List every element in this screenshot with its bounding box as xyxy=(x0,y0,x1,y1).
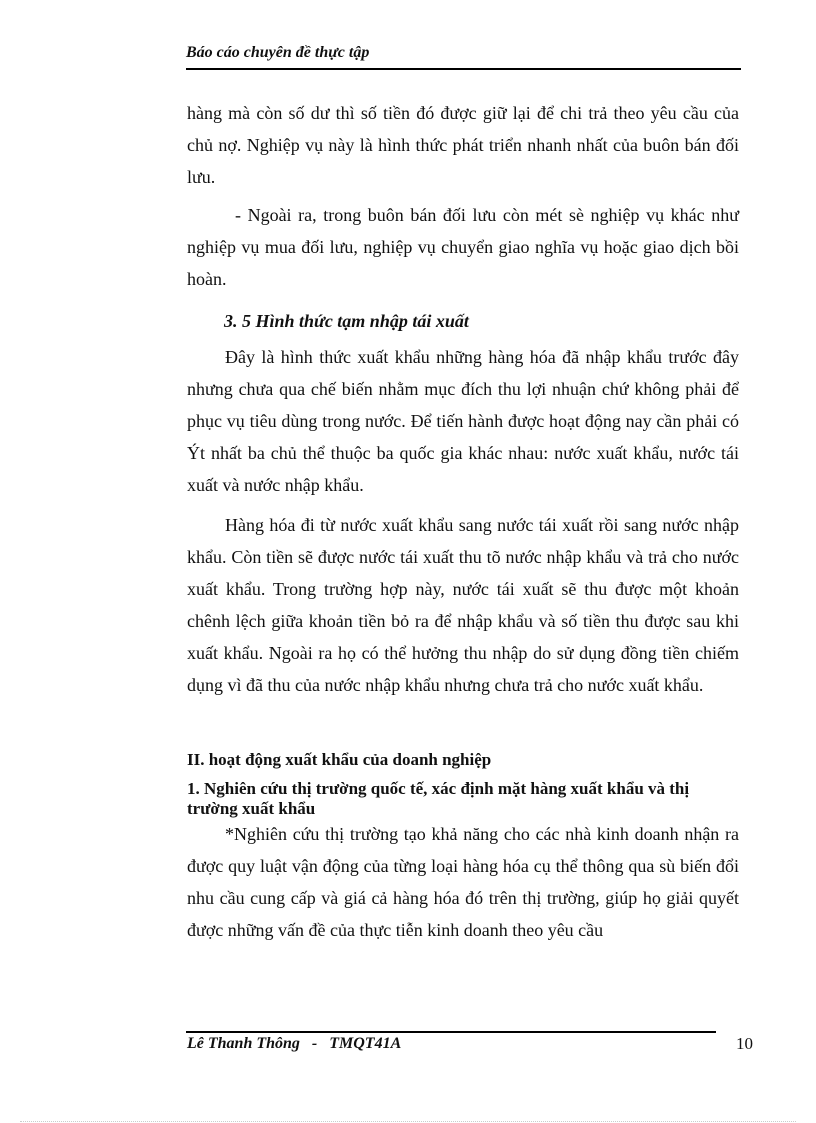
subsection-heading: 1. Nghiên cứu thị trường quốc tế, xác định mặt hàng xuất khẩu và thị trường xuất khẩu xyxy=(187,779,690,818)
section-heading: II. hoạt động xuất khẩu của doanh nghiệp xyxy=(187,750,492,769)
paragraph-5: *Nghiên cứu thị trường tạo khả năng cho các nhà kinh doanh nhận ra được quy luật vận động của từng loại hàng hóa cụ thể thông qua sù biến đổi nhu cầu cung cấp và giá cả hàng hóa đó trên thị trường, giúp họ giải quyết được những vấn đề của thực tiễn kinh doanh theo yêu cầu xyxy=(187,824,739,940)
page-number: 10 xyxy=(736,1034,753,1053)
footer-divider xyxy=(186,1031,716,1033)
paragraph-4: Hàng hóa đi từ nước xuất khẩu sang nước tái xuất rồi sang nước nhập khẩu. Còn tiền sẽ được nước tái xuất thu tõ nước nhập khẩu và trả cho nước xuất khẩu. Trong trường hợp này, nước tái xuất sẽ thu được một khoản chênh lệch giữa khoản tiền bỏ ra để nhập khẩu và số tiền thu được sau khi xuất khẩu. Ngoài ra họ có thể hưởng thu nhập do sử dụng đồng tiền chiếm dụng vì đã thu của nước nhập khẩu nhưng chưa trả cho nước xuất khẩu. xyxy=(187,515,739,695)
paragraph-3: Đây là hình thức xuất khẩu những hàng hóa đã nhập khẩu trước đây nhưng chưa qua chế biến nhằm mục đích thu lợi nhuận chứ không phải để phục vụ tiêu dùng trong nước. Để tiến hành được hoạt động nay cần phải có Ýt nhất ba chủ thể thuộc ba quốc gia khác nhau: nước xuất khẩu, nước tái xuất và nước nhập khẩu. xyxy=(187,347,739,495)
page-header-title: Báo cáo chuyên đề thực tập xyxy=(186,44,370,61)
header-divider xyxy=(186,68,741,70)
paragraph-1: hàng mà còn số dư thì số tiền đó được giữ lại để chi trả theo yêu cầu của chủ nợ. Nghiệp vụ này là hình thức phát triển nhanh nhất của buôn bán đối lưu. xyxy=(187,103,739,187)
footer-author: Lê Thanh Thông - TMQT41A xyxy=(187,1035,402,1052)
subheading-temporary-import-reexport: 3. 5 Hình thức tạm nhập tái xuất xyxy=(224,311,469,331)
page-bottom-border xyxy=(20,1121,796,1122)
paragraph-2: - Ngoài ra, trong buôn bán đối lưu còn mét sè nghiệp vụ khác như nghiệp vụ mua đối lưu, nghiệp vụ chuyển giao nghĩa vụ hoặc giao dịch bồi hoàn. xyxy=(187,205,739,289)
